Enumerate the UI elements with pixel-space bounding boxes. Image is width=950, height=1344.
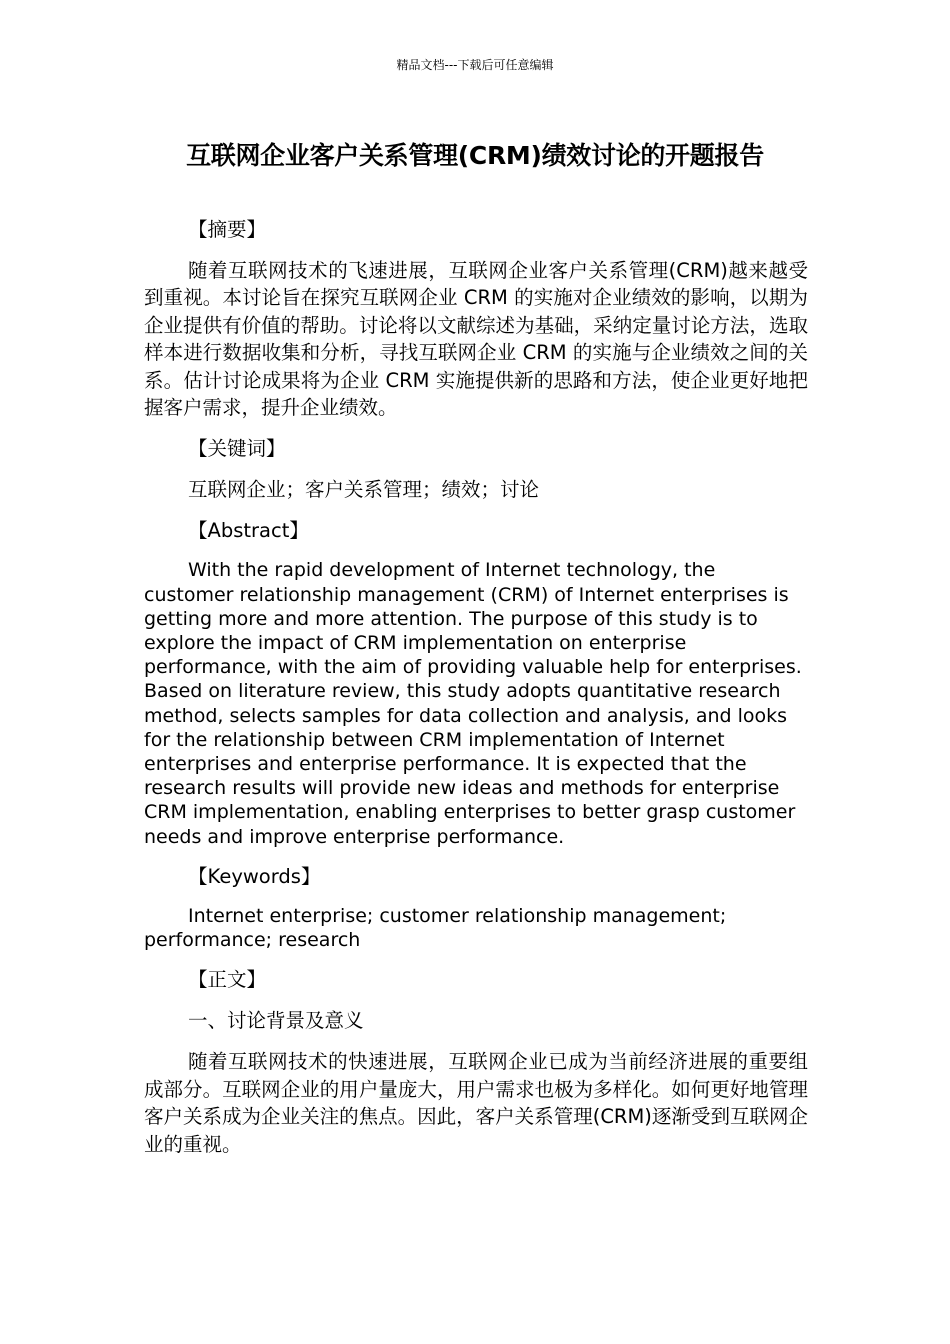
abstract-en-heading: 【Abstract】 [188,519,309,543]
abstract-en-paragraph: With the rapid development of Internet technology, the customer relationship management (CRM) of Internet enterprises is getting more and more attention. The purpose of this study is to explore the impact of CRM implementation on enterprise performance, with the aim of providing valuable help for enterprises. Based on literature review, this study adopts quantitative research method, selects samples for data collection and analysis, and looks for the relationship between CRM implementation of Internet enterprises and enterprise performance. It is expected that the research results will provide new ideas and methods for enterprise CRM implementation, enabling enterprises to better grasp customer needs and improve enterprise performance. [144,559,802,848]
page-header: 精品文档---下载后可任意编辑 [396,58,554,72]
body-heading: 【正文】 [188,968,267,992]
keywords-en-heading: 【Keywords】 [188,864,321,888]
keywords-text: 互联网企业；客户关系管理；绩效；讨论 [188,478,540,502]
section1-heading: 一、讨论背景及意义 [188,1009,364,1033]
document-body [144,216,808,1172]
abstract-heading: 【摘要】 [188,218,267,241]
section1-paragraph: 随着互联网技术的快速进展，互联网企业已成为当前经济进展的重要组成部分。互联网企业的用户量庞大，用户需求也极为多样化。如何更好地管理客户关系成为企业关注的焦点。因此，客户关系管理(CRM)逐渐受到互联网企业的重视。 [144,1050,808,1156]
document-title: 互联网企业客户关系管理(CRM)绩效讨论的开题报告 [186,141,764,170]
keywords-heading: 【关键词】 [188,437,286,461]
abstract-paragraph: 随着互联网技术的飞速进展，互联网企业客户关系管理(CRM)越来越受到重视。本讨论旨在探究互联网企业 CRM 的实施对企业绩效的影响，以期为企业提供有价值的帮助。讨论将以文献综述为基础，采纳定量讨论方法，选取样本进行数据收集和分析，寻找互联网企业 CRM 的实施与企业绩效之间的关系。估计讨论成果将为企业 CRM 实施提供新的思路和方法，使企业更好地把握客户需求，提升企业绩效。 [144,259,808,420]
keywords-en-text: Internet enterprise; customer relationship management; performance; research [144,904,727,952]
